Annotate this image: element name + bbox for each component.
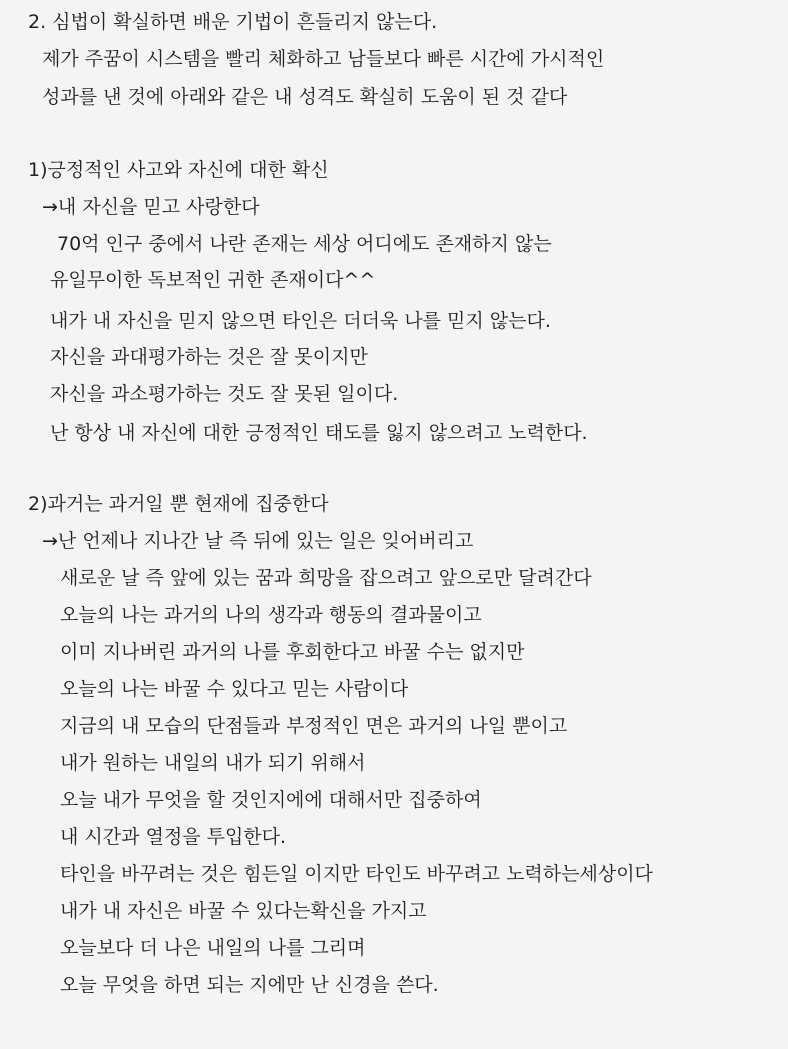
paragraph-line: 오늘의 나는 바꿀 수 있다고 믿는 사람이다 (60, 678, 409, 700)
paragraph-line: 성과를 낸 것에 아래와 같은 내 성격도 확실히 도움이 된 것 같다 (42, 86, 568, 108)
paragraph-line: 내가 원하는 내일의 내가 되기 위해서 (60, 752, 366, 774)
paragraph-line: 타인을 바꾸려는 것은 힘든일 이지만 타인도 바꾸려고 노력하는세상이다 (60, 863, 653, 885)
paragraph-line: 새로운 날 즉 앞에 있는 꿈과 희망을 잡으려고 앞으로만 달려간다 (60, 567, 592, 589)
paragraph-line: 내 시간과 열정을 투입한다. (60, 826, 287, 848)
arrow-line: →난 언제나 지나간 날 즉 뒤에 있는 일은 잊어버리고 (42, 530, 474, 552)
section-heading-1: 2. 심법이 확실하면 배운 기법이 흔들리지 않는다. (28, 11, 438, 33)
subsection-heading-1: 1)긍정적인 사고와 자신에 대한 확신 (28, 159, 329, 181)
paragraph-line: 제가 주꿈이 시스템을 빨리 체화하고 남들보다 빠른 시간에 가시적인 (42, 48, 605, 70)
paragraph-line: 자신을 과소평가하는 것도 잘 못된 일이다. (50, 383, 399, 405)
paragraph-line: 난 항상 내 자신에 대한 긍정적인 태도를 잃지 않으려고 노력한다. (50, 422, 588, 444)
paragraph-line: 오늘의 나는 과거의 나의 생각과 행동의 결과물이고 (60, 604, 482, 626)
paragraph-line: 오늘 무엇을 하면 되는 지에만 난 신경을 쓴다. (60, 974, 439, 996)
paragraph-line: 자신을 과대평가하는 것은 잘 못이지만 (50, 346, 368, 368)
paragraph-line: 오늘 내가 무엇을 할 것인지에에 대해서만 집중하여 (60, 789, 482, 811)
paragraph-line: 지금의 내 모습의 단점들과 부정적인 면은 과거의 나일 뿐이고 (60, 715, 568, 737)
subsection-heading-2: 2)과거는 과거일 뿐 현재에 집중한다 (28, 493, 329, 515)
paragraph-line: 이미 지나버린 과거의 나를 후회한다고 바꿀 수는 없지만 (60, 641, 525, 663)
arrow-line: →내 자신을 믿고 사랑한다 (42, 196, 260, 218)
paragraph-line: 유일무이한 독보적인 귀한 존재이다^^ (50, 269, 376, 291)
paragraph-line: 내가 내 자신을 믿지 않으면 타인은 더더욱 나를 믿지 않는다. (50, 310, 551, 332)
paragraph-line: 70억 인구 중에서 나란 존재는 세상 어디에도 존재하지 않는 (57, 233, 552, 255)
paragraph-line: 오늘보다 더 나은 내일의 나를 그리며 (60, 937, 366, 959)
paragraph-line: 내가 내 자신은 바꿀 수 있다는확신을 가지고 (60, 900, 427, 922)
